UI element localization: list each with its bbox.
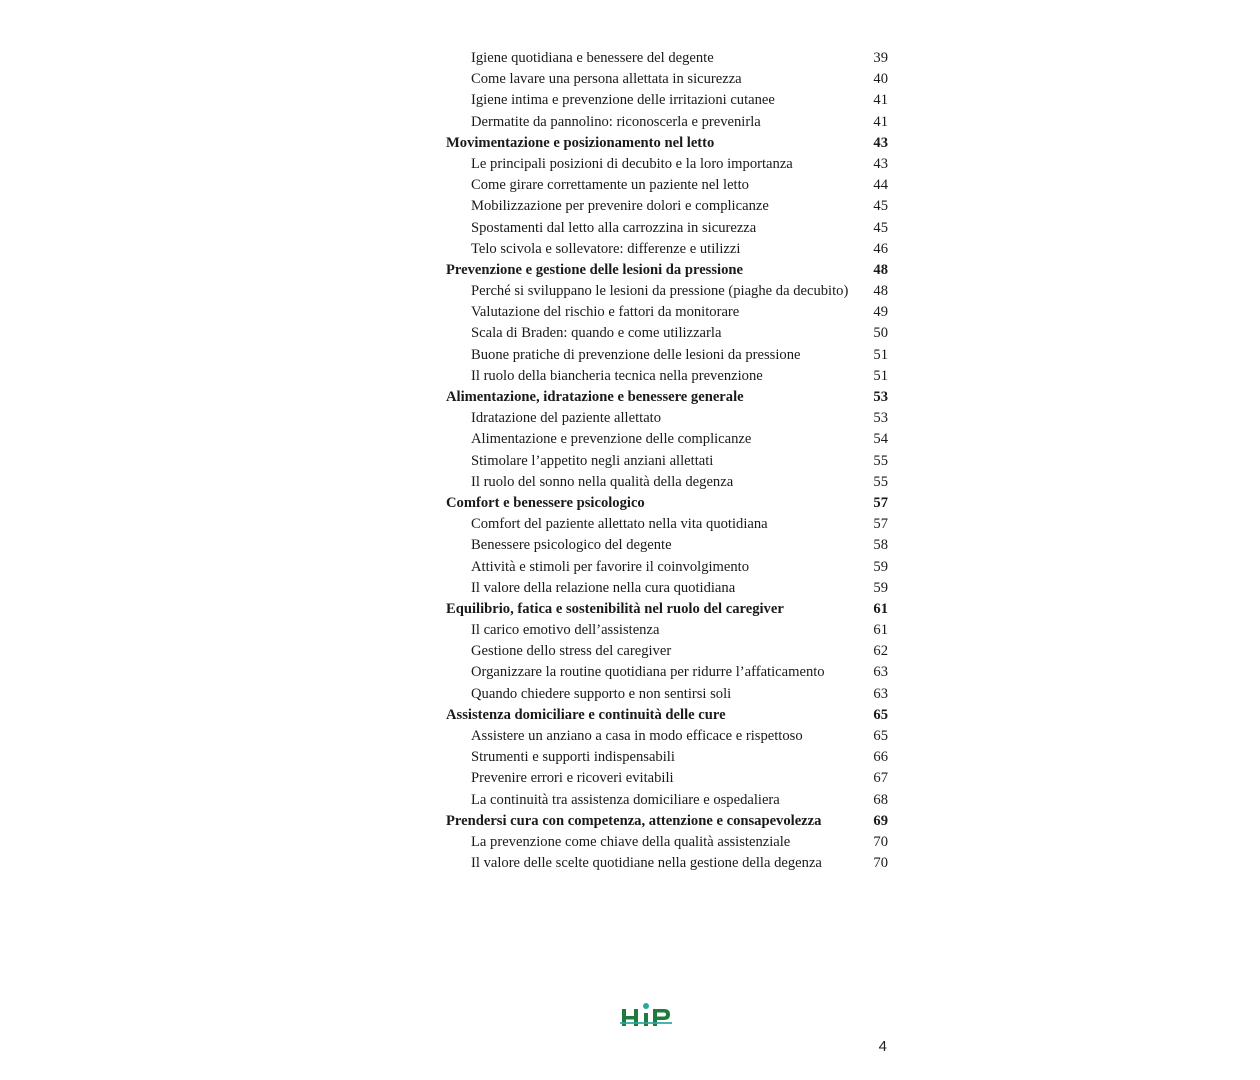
- toc-entry-title: Prendersi cura con competenza, attenzione e consapevolezza: [446, 812, 822, 829]
- toc-entry-title: Assistenza domiciliare e continuità delle cure: [446, 706, 726, 723]
- toc-entry-title: Buone pratiche di prevenzione delle lesioni da pressione: [471, 346, 801, 363]
- toc-entry-page: 53: [873, 389, 888, 405]
- toc-entry-page: 57: [873, 494, 888, 511]
- toc-entry-page: 48: [873, 261, 888, 278]
- toc-entry-page: 63: [873, 664, 888, 681]
- toc-entry-page: 39: [873, 50, 888, 66]
- toc-section-entry: [446, 302, 888, 323]
- toc-entry-title: Il valore della relazione nella cura quotidiana: [471, 579, 736, 596]
- toc-section-entry: [446, 768, 888, 789]
- toc-section-entry: [446, 112, 888, 133]
- toc-entry-title: Prevenzione e gestione delle lesioni da pressione: [446, 261, 743, 278]
- toc-entry-title: La continuità tra assistenza domiciliare e ospedaliera: [471, 791, 780, 808]
- toc-entry-page: 66: [873, 749, 888, 766]
- toc-section-entry: [446, 154, 888, 175]
- toc-section-entry: [446, 429, 888, 450]
- toc-entry-title: Movimentazione e posizionamento nel letto: [446, 134, 715, 151]
- toc-section-entry: [446, 472, 888, 493]
- toc-entry-title: Scala di Braden: quando e come utilizzarla: [471, 325, 722, 342]
- toc-entry-title: Equilibrio, fatica e sostenibilità nel ruolo del caregiver: [446, 600, 784, 617]
- toc-entry-page: 67: [873, 770, 888, 787]
- toc-section-entry: [446, 662, 888, 683]
- toc-entry-page: 69: [873, 812, 888, 829]
- toc-chapter-entry: [446, 260, 888, 281]
- toc-chapter-entry: [446, 599, 888, 620]
- toc-section-entry: [446, 620, 888, 641]
- toc-entry-title: Strumenti e supporti indispensabili: [471, 749, 675, 766]
- toc-entry-page: 50: [873, 325, 888, 342]
- toc-section-entry: [446, 535, 888, 556]
- toc-entry-page: 62: [873, 643, 888, 660]
- toc-section-entry: [446, 408, 888, 429]
- toc-entry-page: 41: [873, 92, 888, 109]
- toc-entry-page: 55: [873, 473, 888, 490]
- toc-entry-page: 43: [873, 134, 888, 151]
- toc-entry-title: Perché si sviluppano le lesioni da pressione (piaghe da decubito): [471, 283, 849, 300]
- toc-section-entry: [446, 684, 888, 705]
- toc-entry-page: 48: [873, 283, 888, 300]
- toc-section-entry: [446, 196, 888, 217]
- toc-entry-title: Idratazione del paziente allettato: [471, 410, 662, 427]
- toc-entry-title: Dermatite da pannolino: riconoscerla e prevenirla: [471, 113, 761, 130]
- toc-section-entry: [446, 853, 888, 874]
- toc-entry-page: 61: [873, 622, 888, 639]
- toc-section-entry: [446, 726, 888, 747]
- toc-entry-page: 43: [873, 155, 888, 172]
- toc-entry-page: 53: [873, 410, 888, 427]
- toc-entry-page: 61: [873, 600, 888, 617]
- page-number: 4: [878, 1038, 887, 1055]
- toc-entry-title: Comfort del paziente allettato nella vita quotidiana: [471, 516, 768, 533]
- toc-entry-title: Igiene quotidiana e benessere del degente: [471, 50, 714, 66]
- toc-entry-title: Quando chiedere supporto e non sentirsi soli: [471, 685, 732, 702]
- toc-entry-page: 65: [873, 728, 888, 744]
- toc-entry-title: Come girare correttamente un paziente nel letto: [471, 177, 749, 194]
- toc-section-entry: [446, 239, 888, 260]
- toc-entry-title: Il valore delle scelte quotidiane nella gestione della degenza: [471, 855, 822, 872]
- toc-entry-title: Spostamenti dal letto alla carrozzina in sicurezza: [471, 219, 757, 236]
- toc-section-entry: [446, 514, 888, 535]
- toc-section-entry: [446, 345, 888, 366]
- toc-entry-title: Attività e stimoli per favorire il coinvolgimento: [471, 558, 750, 575]
- toc-entry-title: Stimolare l’appetito negli anziani allettati: [471, 452, 714, 469]
- toc-entry-page: 45: [873, 219, 888, 236]
- toc-entry-title: Il ruolo della biancheria tecnica nella prevenzione: [471, 367, 763, 384]
- toc-entry-page: 54: [873, 431, 888, 448]
- toc-entry-page: 51: [873, 367, 888, 384]
- toc-entry-title: Le principali posizioni di decubito e la loro importanza: [471, 155, 793, 172]
- toc-entry-title: Mobilizzazione per prevenire dolori e complicanze: [471, 198, 769, 215]
- toc-section-entry: [446, 323, 888, 344]
- toc-entry-page: 63: [873, 685, 888, 702]
- toc-section-entry: [446, 90, 888, 111]
- toc-section-entry: [446, 175, 888, 196]
- toc-entry-page: 44: [873, 177, 888, 194]
- toc-entry-title: La prevenzione come chiave della qualità assistenziale: [471, 833, 791, 850]
- toc-chapter-entry: [446, 387, 888, 408]
- toc-section-entry: [446, 557, 888, 578]
- toc-entry-page: 65: [873, 706, 888, 723]
- toc-entry-page: 40: [873, 71, 888, 88]
- toc-section-entry: [446, 218, 888, 239]
- toc-entry-page: 41: [873, 113, 888, 130]
- toc-entry-page: 68: [873, 791, 888, 808]
- toc-entry-page: 45: [873, 198, 888, 215]
- toc-entry-title: Il carico emotivo dell’assistenza: [471, 622, 660, 639]
- toc-entry-page: 55: [873, 452, 888, 469]
- toc-entry-page: 51: [873, 346, 888, 363]
- toc-entry-title: Benessere psicologico del degente: [471, 537, 672, 554]
- toc-entry-page: 49: [873, 304, 888, 321]
- toc-section-entry: [446, 281, 888, 302]
- toc-section-entry: [446, 578, 888, 599]
- toc-entry-title: Alimentazione, idratazione e benessere generale: [446, 389, 744, 405]
- toc-entry-title: Valutazione del rischio e fattori da monitorare: [471, 304, 740, 321]
- toc-entry-title: Come lavare una persona allettata in sicurezza: [471, 71, 742, 88]
- toc-section-entry: [446, 832, 888, 853]
- toc-entry-title: Telo scivola e sollevatore: differenze e utilizzi: [471, 240, 741, 257]
- toc-chapter-entry: [446, 705, 888, 726]
- toc-entry-title: Gestione dello stress del caregiver: [471, 643, 672, 660]
- toc-section-entry: [446, 451, 888, 472]
- toc-entry-title: Il ruolo del sonno nella qualità della degenza: [471, 473, 734, 490]
- toc-entry-title: Comfort e benessere psicologico: [446, 494, 645, 511]
- toc-entry-title: Alimentazione e prevenzione delle complicanze: [471, 431, 752, 448]
- toc-section-entry: [446, 790, 888, 811]
- toc-section-entry: [446, 747, 888, 768]
- toc-entry-title: Organizzare la routine quotidiana per ridurre l’affaticamento: [471, 664, 825, 681]
- toc-entry-page: 59: [873, 558, 888, 575]
- toc-entry-page: 46: [873, 240, 888, 257]
- toc-section-entry: [446, 48, 888, 69]
- toc-section-entry: [446, 69, 888, 90]
- toc-chapter-entry: [446, 493, 888, 514]
- toc-entry-page: 58: [873, 537, 888, 554]
- toc-entry-page: 70: [873, 833, 888, 850]
- toc-chapter-entry: [446, 133, 888, 154]
- toc-section-entry: [446, 641, 888, 662]
- toc-entry-title: Prevenire errori e ricoveri evitabili: [471, 770, 674, 787]
- toc-entry-title: Assistere un anziano a casa in modo efficace e rispettoso: [471, 728, 803, 744]
- hip-logo-icon: [620, 1002, 672, 1028]
- toc-chapter-entry: [446, 811, 888, 832]
- toc-entry-page: 59: [873, 579, 888, 596]
- toc-section-entry: [446, 366, 888, 387]
- table-of-contents: [446, 48, 888, 874]
- toc-entry-title: Igiene intima e prevenzione delle irritazioni cutanee: [471, 92, 775, 109]
- toc-entry-page: 57: [873, 516, 888, 533]
- toc-entry-page: 70: [873, 855, 888, 872]
